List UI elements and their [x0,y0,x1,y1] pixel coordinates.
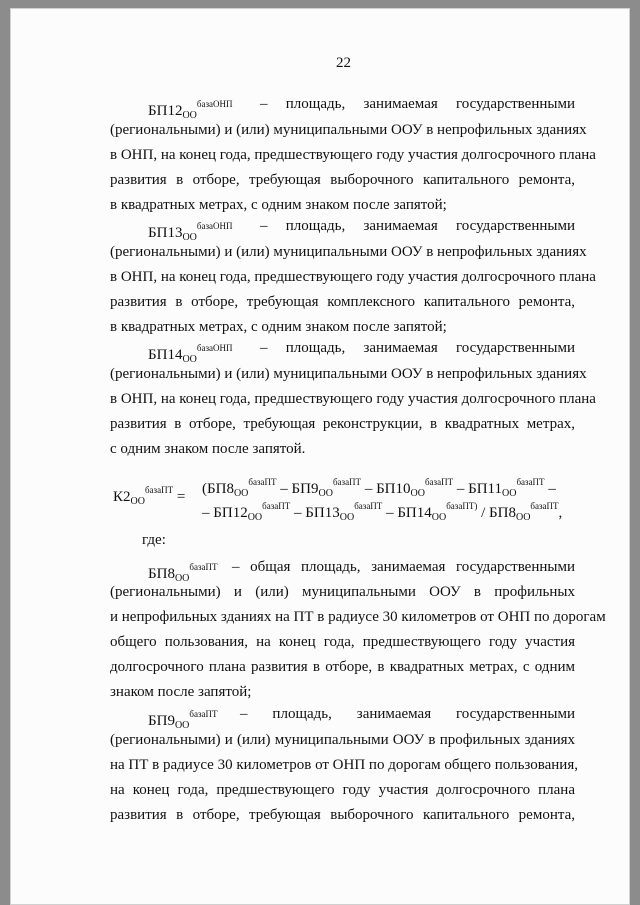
formula-row-2 [202,497,562,527]
paragraph-line: (региональными) и (или) муниципальными ООУ в непрофильных зданиях [110,366,587,382]
paragraph-line: развития в отборе, требующая реконструкции, в квадратных метрах, [110,416,575,432]
paragraph-line: долгосрочного плана развития в отборе, в квадратных метрах, с одним [110,659,575,675]
paragraph-line: – общая площадь, занимаемая государственными [232,559,575,575]
formula-term: – $БП12_{ОО}^{базаПТ}$ [202,501,291,523]
term-bp12: $БП12_{ОО}^{базаОНП}$ [148,99,233,121]
scan-edge-left [0,0,10,905]
formula-term: ($БП8_{ОО}^{базаПТ}$ [202,477,277,499]
formula-term: / $БП8_{ОО}^{базаПТ}$ [477,501,559,523]
paragraph-line: – площадь, занимаемая государственными [240,706,575,722]
paragraph-line: развития в отборе, требующая комплексного капитального ремонта, [110,294,575,310]
term-bp14: $БП14_{ОО}^{базаОНП}$ [148,343,233,365]
formula-term: – $БП14_{ОО}^{базаПТ)}$ [382,501,478,523]
formula-lhs: $К2_{ОО}^{базаПТ}$ = [113,485,186,507]
paragraph-line: в квадратных метрах, с одним знаком после запятой; [110,319,447,335]
term-bp9: $БП9_{ОО}^{базаПТ}$ [148,709,218,731]
formula-term: , [558,505,563,521]
scan-edge-right [630,0,640,905]
where-label: где: [142,532,166,548]
formula-term: – $БП13_{ОО}^{базаПТ}$ [290,501,383,523]
paragraph-line: (региональными) и (или) муниципальными ООУ в профильных [110,584,575,600]
scan-edge-top [0,0,640,8]
paragraph-line: – площадь, занимаемая государственными [260,96,575,112]
paragraph-line: (региональными) и (или) муниципальными ООУ в профильных зданиях [110,732,575,748]
term-bp13: $БП13_{ОО}^{базаОНП}$ [148,221,233,243]
paragraph-line: в квадратных метрах, с одним знаком после запятой; [110,197,447,213]
formula-term: – [544,481,556,497]
paragraph-line: в ОНП, на конец года, предшествующего году участия долгосрочного плана [110,147,596,163]
paragraph-line: – площадь, занимаемая государственными [260,218,575,234]
paragraph-line: в ОНП, на конец года, предшествующего году участия долгосрочного плана [110,391,596,407]
paragraph-line: общего пользования, на конец года, предшествующего году участия [110,634,575,650]
paragraph-line: знаком после запятой; [110,684,252,700]
paragraph-line: в ОНП, на конец года, предшествующего году участия долгосрочного плана [110,269,596,285]
paragraph-line: с одним знаком после запятой. [110,441,306,457]
formula-term: – $БП11_{ОО}^{базаПТ}$ [453,477,545,499]
formula-term: – $БП9_{ОО}^{базаПТ}$ [276,477,362,499]
paragraph-line: (региональными) и (или) муниципальными ООУ в непрофильных зданиях [110,122,587,138]
paragraph-line: на конец года, предшествующего году участия долгосрочного плана [110,782,575,798]
paragraph-line: и непрофильных зданиях на ПТ в радиусе 30 километров от ОНП по дорогам [110,609,606,625]
formula-term: – $БП10_{ОО}^{базаПТ}$ [361,477,454,499]
paragraph-line: (региональными) и (или) муниципальными ООУ в непрофильных зданиях [110,244,587,260]
page-number: 22 [336,55,351,71]
paragraph-line: развития в отборе, требующая выборочного капитального ремонта, [110,807,575,823]
document-page [10,8,630,905]
paragraph-line: – площадь, занимаемая государственными [260,340,575,356]
paragraph-line: развития в отборе, требующая выборочного капитального ремонта, [110,172,575,188]
paragraph-line: на ПТ в радиусе 30 километров от ОНП по дорогам общего пользования, [110,757,578,773]
term-bp8: $БП8_{ОО}^{базаПТ}$ [148,562,218,584]
